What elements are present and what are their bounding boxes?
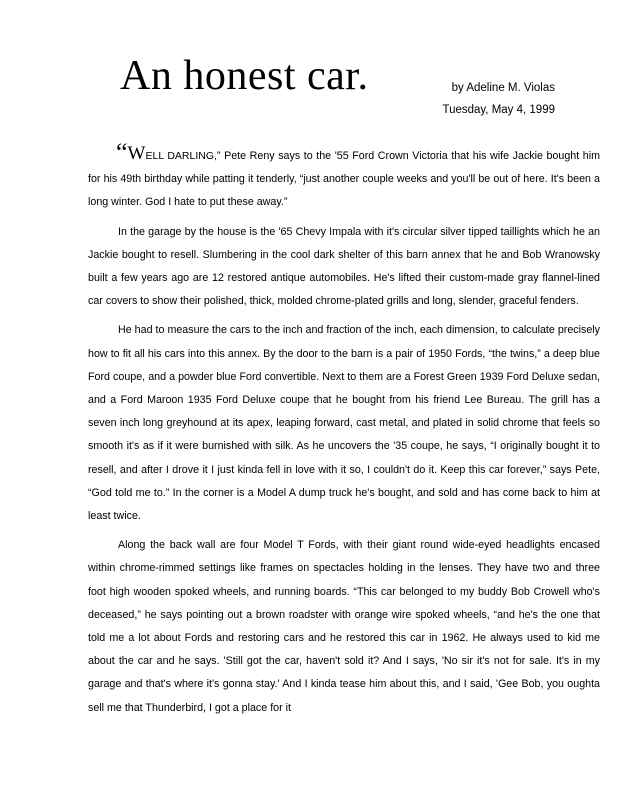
paragraph-3: He had to measure the cars to the inch and fraction of the inch, each dimension, to calculate precisely how to fit all his cars into this annex. By the door to the barn is a pair of 1950 Fords, “the twins,” a deep blue Ford coupe, and a powder blue Ford convertible. Next to them are a Forest Green 1939 Ford Deluxe sedan, and a Ford Maroon 1935 Ford Deluxe coupe that he bought from his friend Lee Bureau. The grill has a seven inch long greyhound at its apex, leaping forward, cast metal, and plated in solid chrome that feels so smooth it's as if it were burnished with silk. As he uncovers the '35 coupe, he says, “I originally bought it to resell, and after I drove it I just kinda fell in love with it so, I couldn't do it. Keep this car forever,” says Pete, “God told me to.” In the corner is a Model A dump truck he's bought, and sold and has come back to him at least twice. <box>88 324 600 523</box>
paragraph-4: Along the back wall are four Model T Fords, with their giant round wide-eyed headlights encased within chrome-rimmed settings like frames on spectacles holding in the lenses. They have two and three foot high wooden spoked wheels, and running boards. “This car belonged to my buddy Bob Crowell who's deceased,” he says pointing out a brown roadster with orange wire spoked wheels, “and he's the one that told me a lot about Fords and restoring cars and he restored this car in 1962. He always used to kid me about the car and he says. 'Still got the car, haven't sold it? And I says, 'No sir it's not for sale. It's in my garage and that's where it's gonna stay.' And I kinda tease him about this, and I said, 'Gee Bob, you oughta sell me that Thunderbird, I got a place for it <box>88 539 600 714</box>
article-title: An honest car. <box>120 53 369 99</box>
paragraph-2: In the garage by the house is the '65 Chevy Impala with it's circular silver tipped taillights which he an Jackie bought to resell. Slumbering in the cool dark shelter of this barn annex that he and Bob Wranowsky built a few years ago are 12 restored antique automobiles. He's lifted their custom-made gray flannel-lined car covers to show their polished, thick, molded chrome-plated grills and long, slender, graceful fenders. <box>88 225 600 308</box>
paragraph-1-text: ” Pete Reny says to the '55 Ford Crown Victoria that his wife Jackie bought him for his 49th birthday while patting it tenderly, “just another couple weeks and you'll be out of here. It's been a long winter. God I hate to put these away.” <box>88 150 600 209</box>
article-body <box>88 138 600 726</box>
byline: by Adeline M. Violas <box>451 82 555 94</box>
smallcaps-lead: ELL DARLING, <box>145 150 217 162</box>
initial-letter: W <box>127 143 146 164</box>
paragraph-1 <box>88 138 600 215</box>
opening-quote: “ <box>116 138 128 167</box>
publication-date: Tuesday, May 4, 1999 <box>442 104 555 116</box>
